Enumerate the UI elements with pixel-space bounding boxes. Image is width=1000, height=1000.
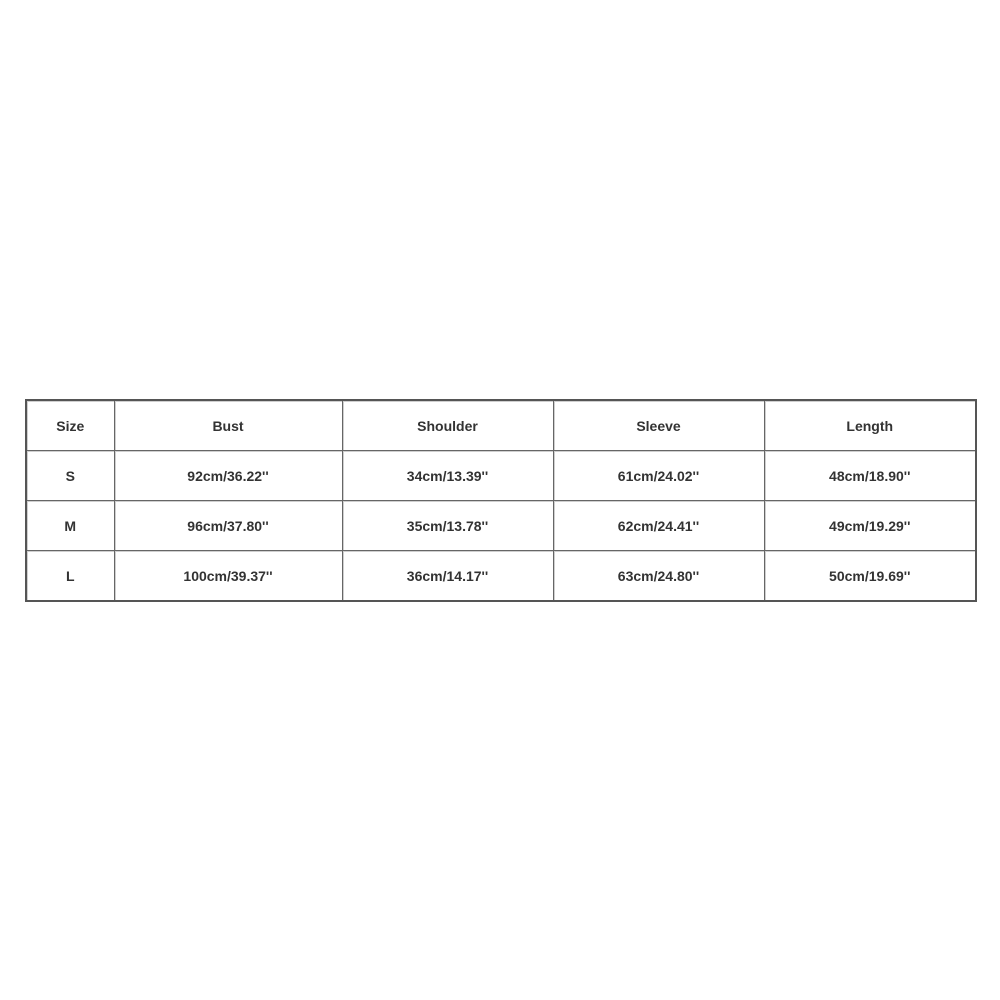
cell-sleeve: 61cm/24.02'' xyxy=(553,451,764,501)
cell-length: 49cm/19.29'' xyxy=(764,501,976,551)
table-row xyxy=(26,451,976,501)
cell-shoulder: 34cm/13.39'' xyxy=(342,451,553,501)
table-header-row xyxy=(26,400,976,451)
cell-size: L xyxy=(26,551,114,602)
cell-bust: 96cm/37.80'' xyxy=(114,501,342,551)
cell-sleeve: 62cm/24.41'' xyxy=(553,501,764,551)
size-chart-table xyxy=(25,399,977,602)
cell-length: 48cm/18.90'' xyxy=(764,451,976,501)
table-row xyxy=(26,501,976,551)
cell-length: 50cm/19.69'' xyxy=(764,551,976,602)
table-row xyxy=(26,551,976,602)
header-bust: Bust xyxy=(114,400,342,451)
header-size: Size xyxy=(26,400,114,451)
header-length: Length xyxy=(764,400,976,451)
cell-sleeve: 63cm/24.80'' xyxy=(553,551,764,602)
cell-shoulder: 36cm/14.17'' xyxy=(342,551,553,602)
cell-size: S xyxy=(26,451,114,501)
cell-shoulder: 35cm/13.78'' xyxy=(342,501,553,551)
cell-size: M xyxy=(26,501,114,551)
header-sleeve: Sleeve xyxy=(553,400,764,451)
cell-bust: 92cm/36.22'' xyxy=(114,451,342,501)
cell-bust: 100cm/39.37'' xyxy=(114,551,342,602)
header-shoulder: Shoulder xyxy=(342,400,553,451)
